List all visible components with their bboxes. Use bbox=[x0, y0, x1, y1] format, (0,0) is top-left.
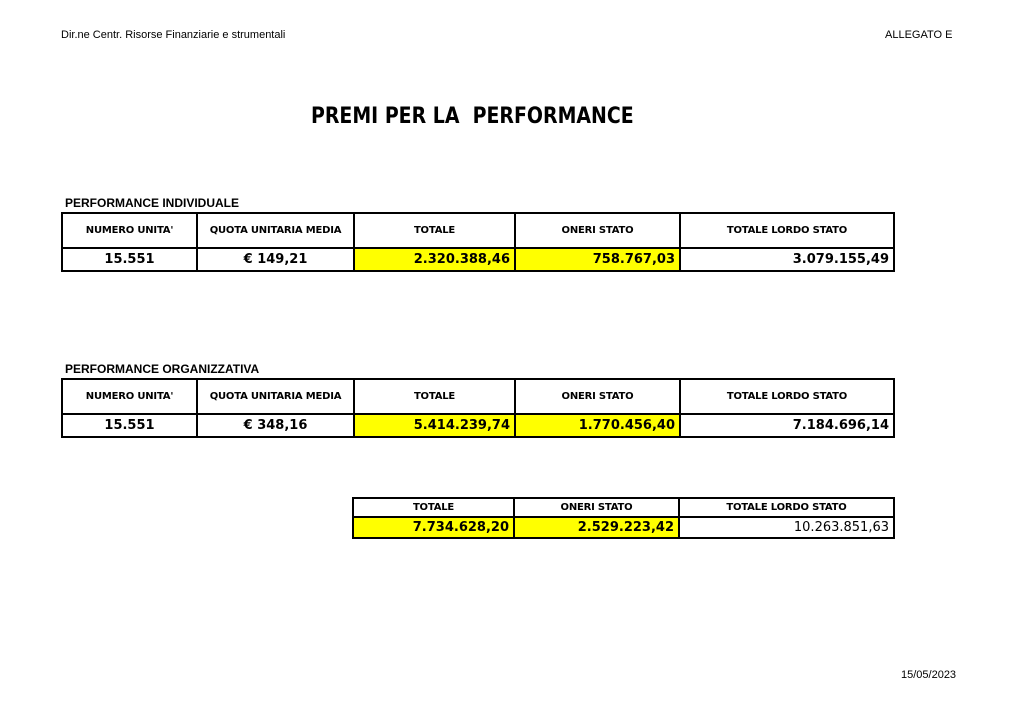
cell-quota-unitaria: € 348,16 bbox=[197, 414, 354, 437]
table-row bbox=[353, 517, 894, 538]
header-cell-totale: TOTALE bbox=[354, 213, 515, 248]
cell-totale: 5.414.239,74 bbox=[354, 414, 515, 437]
table-row bbox=[62, 414, 894, 437]
header-cell-numero-unita: NUMERO UNITA' bbox=[62, 213, 197, 248]
section-label-organizzativa: PERFORMANCE ORGANIZZATIVA bbox=[65, 362, 260, 376]
header-cell-oneri-stato: ONERI STATO bbox=[515, 213, 680, 248]
cell-oneri-stato: 1.770.456,40 bbox=[515, 414, 680, 437]
header-cell-totale: TOTALE bbox=[353, 498, 514, 517]
header-cell-totale-lordo: TOTALE LORDO STATO bbox=[680, 213, 894, 248]
cell-oneri-stato: 758.767,03 bbox=[515, 248, 680, 271]
table-row bbox=[62, 248, 894, 271]
cell-totale: 7.734.628,20 bbox=[353, 517, 514, 538]
header-cell-oneri-stato: ONERI STATO bbox=[514, 498, 679, 517]
header-attachment-label: ALLEGATO E bbox=[885, 29, 953, 41]
cell-totale-lordo: 3.079.155,49 bbox=[680, 248, 894, 271]
footer-date: 15/05/2023 bbox=[901, 669, 957, 681]
header-cell-oneri-stato: ONERI STATO bbox=[515, 379, 680, 414]
header-cell-numero-unita: NUMERO UNITA' bbox=[62, 379, 197, 414]
cell-totale: 2.320.388,46 bbox=[354, 248, 515, 271]
table-individuale bbox=[61, 212, 895, 272]
cell-numero-unita: 15.551 bbox=[62, 248, 197, 271]
page-title: PREMI PER LA PERFORMANCE bbox=[311, 104, 634, 129]
header-cell-quota-unitaria: QUOTA UNITARIA MEDIA bbox=[197, 213, 354, 248]
cell-quota-unitaria: € 149,21 bbox=[197, 248, 354, 271]
header-department: Dir.ne Centr. Risorse Finanziarie e strumentali bbox=[61, 29, 286, 41]
cell-totale-lordo: 10.263.851,63 bbox=[679, 517, 894, 538]
table-totale-complessivo bbox=[352, 497, 895, 539]
header-cell-quota-unitaria: QUOTA UNITARIA MEDIA bbox=[197, 379, 354, 414]
header-cell-totale: TOTALE bbox=[354, 379, 515, 414]
section-label-individuale: PERFORMANCE INDIVIDUALE bbox=[65, 196, 240, 210]
cell-numero-unita: 15.551 bbox=[62, 414, 197, 437]
cell-oneri-stato: 2.529.223,42 bbox=[514, 517, 679, 538]
cell-totale-lordo: 7.184.696,14 bbox=[680, 414, 894, 437]
header-cell-totale-lordo: TOTALE LORDO STATO bbox=[679, 498, 894, 517]
header-cell-totale-lordo: TOTALE LORDO STATO bbox=[680, 379, 894, 414]
table-header-row bbox=[62, 213, 894, 248]
table-organizzativa bbox=[61, 378, 895, 438]
table-header-row bbox=[353, 498, 894, 517]
table-header-row bbox=[62, 379, 894, 414]
